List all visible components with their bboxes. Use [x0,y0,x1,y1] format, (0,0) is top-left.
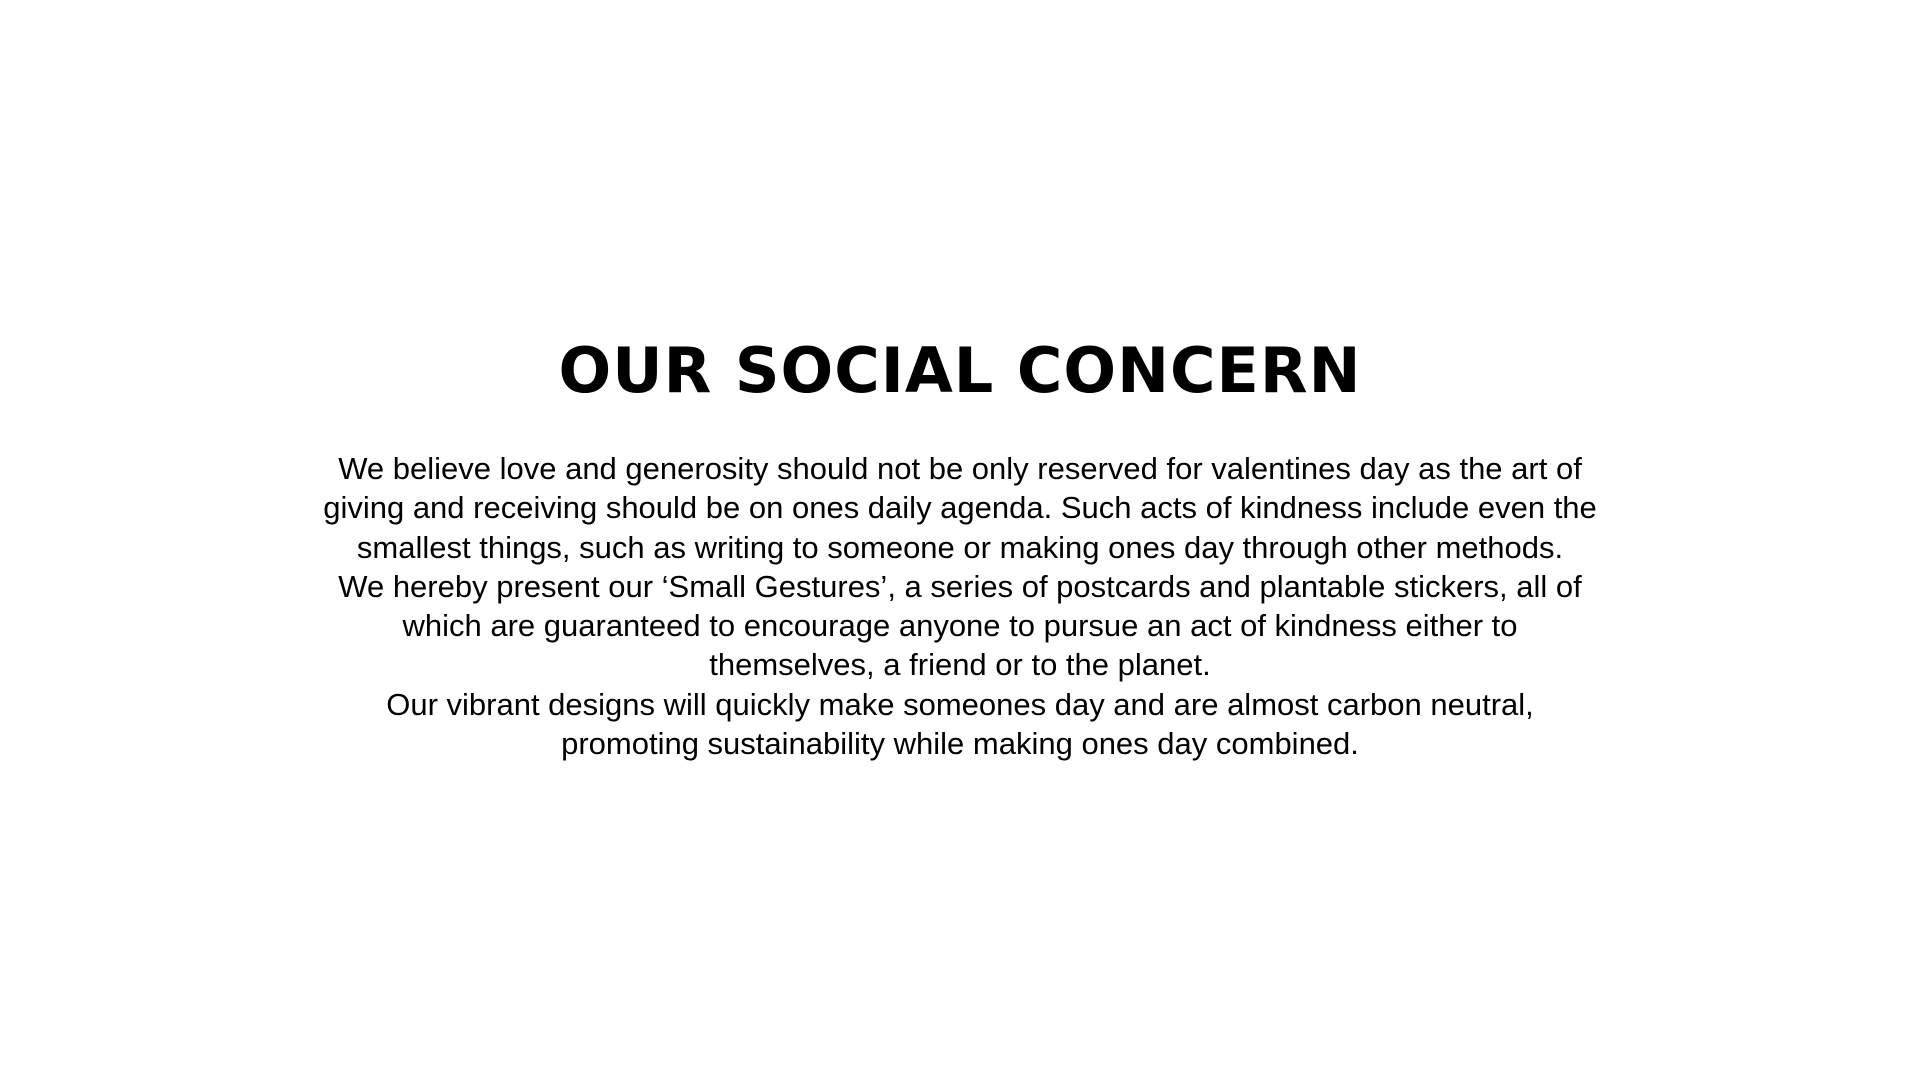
body-line: which are guaranteed to encourage anyone to pursue an act of kindness either to [402,608,1518,644]
body-line: giving and receiving should be on ones daily agenda. Such acts of kindness include even the [323,490,1597,526]
body-line: themselves, a friend or to the planet. [709,647,1211,683]
body-paragraph [260,449,1660,763]
body-line: We believe love and generosity should not be only reserved for valentines day as the art of [338,451,1582,486]
slide-title: OUR SOCIAL CONCERN [558,334,1362,407]
body-line: Our vibrant designs will quickly make someones day and are almost carbon neutral, [386,686,1534,722]
body-line: promoting sustainability while making ones day combined. [561,726,1359,762]
body-line: smallest things, such as writing to someone or making ones day through other methods. [356,529,1564,565]
body-line: We hereby present our ‘Small Gestures’, a series of postcards and plantable stickers, all of [338,568,1582,604]
